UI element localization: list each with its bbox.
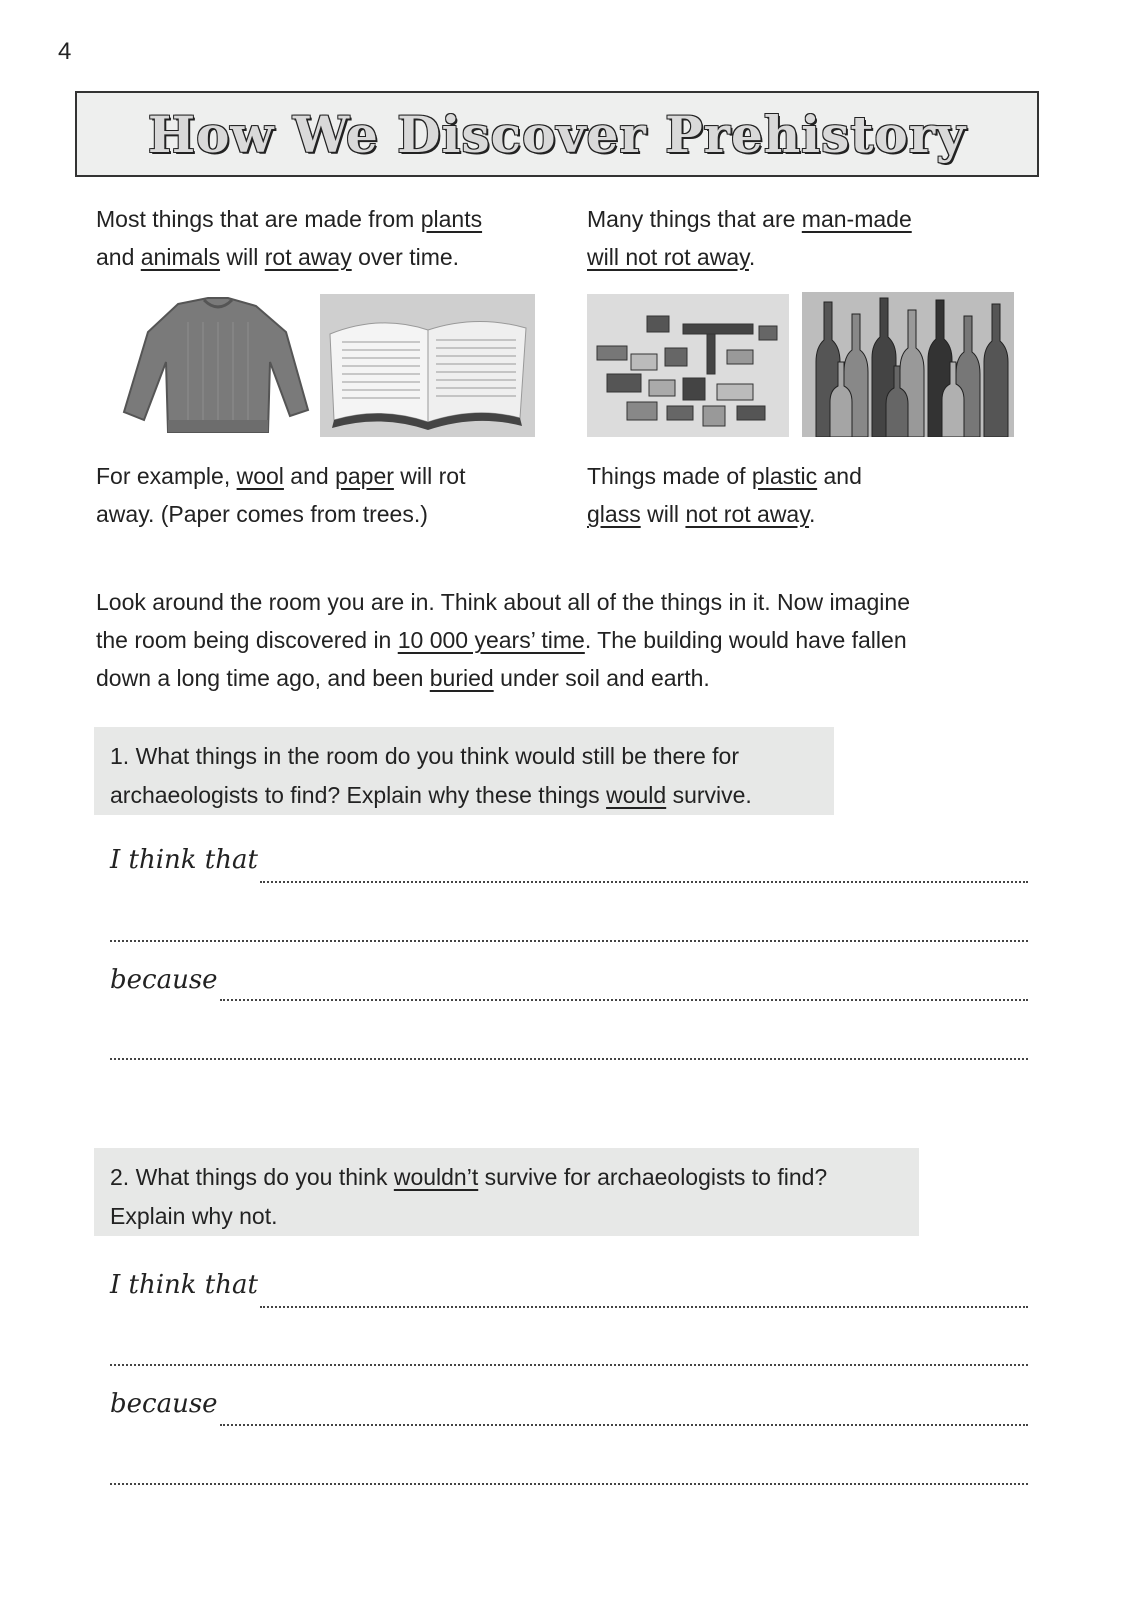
- page-title: How We Discover Prehistory: [147, 104, 967, 164]
- title-banner: [75, 91, 1039, 177]
- sweater-photo: [118, 292, 314, 438]
- answer-line-2b[interactable]: [110, 1364, 1028, 1366]
- right-caption-text: Things made of plastic and glass will not rot away.: [587, 463, 862, 527]
- underlined-will-not-rot-away: will not rot away: [587, 244, 749, 270]
- i-think-that-label-2: I think that: [110, 1270, 258, 1300]
- underlined-animals: animals: [140, 244, 221, 270]
- underlined-man-made: man-made: [801, 206, 912, 232]
- i-think-that-label-1: I think that: [110, 845, 258, 875]
- answer-line-2a[interactable]: [260, 1306, 1028, 1308]
- underlined-would: would: [606, 782, 667, 808]
- underlined-10000-years: 10 000 years’ time: [397, 627, 585, 653]
- underlined-rot-away: rot away: [264, 244, 352, 270]
- answer-line-1b[interactable]: [110, 940, 1028, 942]
- underlined-wouldnt: wouldn’t: [393, 1164, 479, 1190]
- question-1-box: 1. What things in the room do you think would still be there for archaeologists to find? Explain why these things would survive.: [94, 727, 834, 815]
- underlined-plants: plants: [420, 206, 483, 232]
- glass-bottles-photo: [802, 292, 1014, 437]
- question-2-line-2: Explain why not.: [110, 1203, 278, 1229]
- open-book-photo: [320, 294, 535, 437]
- answer-line-2d[interactable]: [110, 1483, 1028, 1485]
- underlined-not-rot-away: not rot away: [685, 501, 810, 527]
- answer-line-1c[interactable]: [220, 999, 1028, 1001]
- answer-line-1a[interactable]: [260, 881, 1028, 883]
- body-paragraph: Look around the room you are in. Think about all of the things in it. Now imagine the room being discovered in 10 000 years’ time. The building would have fallen down a long time ago, and been buried under soil and earth.: [96, 589, 910, 691]
- underlined-buried: buried: [429, 665, 494, 691]
- page-number: 4: [58, 38, 72, 65]
- question-2-box: 2. What things do you think wouldn’t survive for archaeologists to find? Explain why not.: [94, 1148, 919, 1236]
- left-caption-text: For example, wool and paper will rot away. (Paper comes from trees.): [96, 463, 466, 527]
- answer-line-2c[interactable]: [220, 1424, 1028, 1426]
- plastic-bricks-photo: [587, 294, 789, 437]
- question-1-line-1: 1. What things in the room do you think would still be there for: [110, 743, 739, 769]
- underlined-paper: paper: [335, 463, 394, 489]
- because-label-1: because: [110, 965, 218, 995]
- underlined-glass: glass: [587, 501, 641, 527]
- answer-line-1d[interactable]: [110, 1058, 1028, 1060]
- underlined-plastic: plastic: [751, 463, 818, 489]
- because-label-2: because: [110, 1389, 218, 1419]
- left-intro-text: Most things that are made from plants and animals will rot away over time.: [96, 206, 483, 270]
- underlined-wool: wool: [236, 463, 284, 489]
- right-intro-text: Many things that are man-made will not rot away.: [587, 206, 912, 270]
